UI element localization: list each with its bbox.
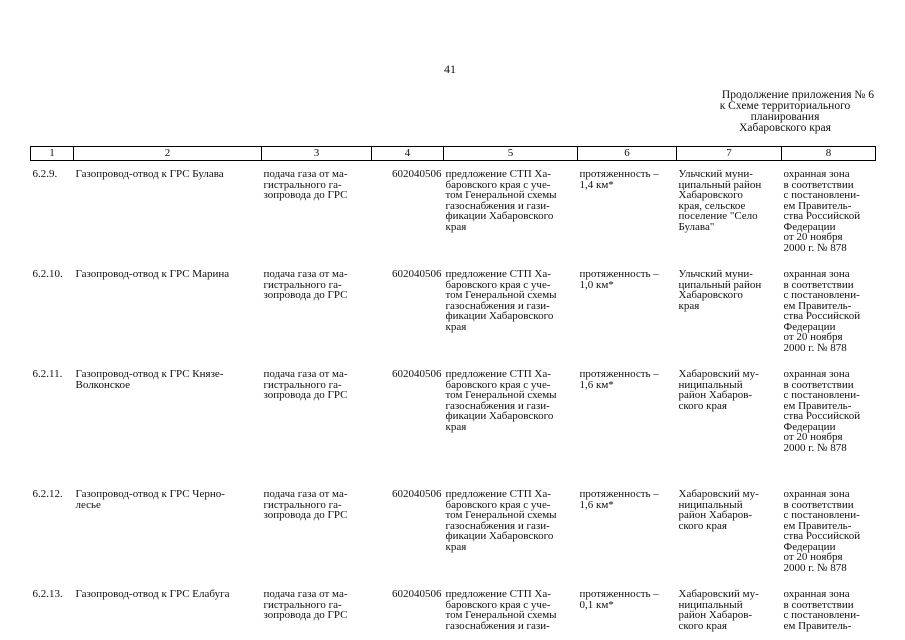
object-name: Газопровод-отвод к ГРС Князе- Волконское [75,368,224,391]
object-location: Ульчский муни- ципальный район Хабаровского края [678,268,762,312]
column-header: 5 [444,147,578,161]
object-name: Газопровод-отвод к ГРС Елабуга [75,588,230,600]
object-basis: предложение СТП Ха- баровского края с уче- том Генеральной схемы газоснабжения и гази- фикации Хабаровского края [445,368,557,433]
row-number: 6.2.12. [32,488,63,500]
object-basis: предложение СТП Ха- баровского края с уче- том Генеральной схемы газоснабжения и гази- фикации Хабаровского края [445,268,557,333]
object-length: протяженность – 0,1 км* [579,588,659,611]
objects-table [30,146,876,631]
object-zone: охранная зона в соответствии с постановлени- ем Правитель- ства Российской Федерации от 20 ноября 2000 г. № 878 [783,168,861,254]
table-row [31,369,876,481]
object-location: Хабаровский му- ниципальный район Хабаров- ского края [678,488,759,532]
object-code: 602040506 [392,168,442,180]
header-line-2: к Схеме территориального [719,100,851,112]
object-code: 602040506 [392,368,442,380]
table-row [31,489,876,581]
object-purpose: подача газа от ма- гистрального га- зопровода до ГРС [263,488,348,521]
object-purpose: подача газа от ма- гистрального га- зопровода до ГРС [263,368,348,401]
object-location: Хабаровский му- ниципальный район Хабаров- ского края [678,368,759,412]
object-zone: охранная зона в соответствии с постановлени- ем Правитель- ства Российской Федерации от 20 ноября 2000 г. № 878 [783,368,861,454]
object-purpose: подача газа от ма- гистрального га- зопровода до ГРС [263,268,348,301]
row-number: 6.2.11. [32,368,63,380]
object-name: Газопровод-отвод к ГРС Марина [75,268,230,280]
object-name: Газопровод-отвод к ГРС Булава [75,168,224,180]
object-basis: предложение СТП Ха- баровского края с уче- том Генеральной схемы газоснабжения и гази- [445,588,557,632]
object-code: 602040506 [392,588,442,600]
column-header: 2 [74,147,262,161]
object-zone: охранная зона в соответствии с постановлени- ем Правитель- ства Российской Федерации от 20 ноября 2000 г. № 878 [783,268,861,354]
object-name: Газопровод-отвод к ГРС Черно- лесье [75,488,225,511]
object-code: 602040506 [392,268,442,280]
object-length: протяженность – 1,6 км* [579,488,659,511]
column-header: 7 [677,147,782,161]
object-length: протяженность – 1,4 км* [579,168,659,191]
header-line-4: Хабаровского края [739,122,831,134]
object-length: протяженность – 1,6 км* [579,368,659,391]
page-number: 41 [444,62,456,76]
object-zone: охранная зона в соответствии с постановлени- ем Правитель- ства Российской Федерации от 20 ноября 2000 г. № 878 [783,488,861,574]
object-basis: предложение СТП Ха- баровского края с уче- том Генеральной схемы газоснабжения и гази- фикации Хабаровского края [445,488,557,553]
object-basis: предложение СТП Ха- баровского края с уче- том Генеральной схемы газоснабжения и гази- фикации Хабаровского края [445,168,557,233]
row-number: 6.2.10. [32,268,63,280]
object-zone: охранная зона в соответствии с постановлени- ем Правитель- [783,588,860,632]
object-purpose: подача газа от ма- гистрального га- зопровода до ГРС [263,168,348,201]
object-length: протяженность – 1,0 км* [579,268,659,291]
table-row [31,269,876,361]
table-row [31,589,876,631]
column-header: 4 [372,147,444,161]
column-header-row [31,147,876,161]
row-number: 6.2.9. [32,168,58,180]
appendix-header [690,90,880,134]
column-header: 6 [578,147,677,161]
object-purpose: подача газа от ма- гистрального га- зопровода до ГРС [263,588,348,621]
column-header: 8 [782,147,876,161]
header-line-3: планирования [750,111,820,123]
object-location: Ульчский муни- ципальный район Хабаровского края, сельское поселение "Село Булава" [678,168,762,233]
table-row [31,169,876,261]
object-code: 602040506 [392,488,442,500]
row-number: 6.2.13. [32,588,63,600]
object-location: Хабаровский му- ниципальный район Хабаров- ского края [678,588,759,632]
header-line-1: Продолжение приложения № 6 [721,89,874,101]
column-header: 1 [31,147,74,161]
column-header: 3 [262,147,372,161]
